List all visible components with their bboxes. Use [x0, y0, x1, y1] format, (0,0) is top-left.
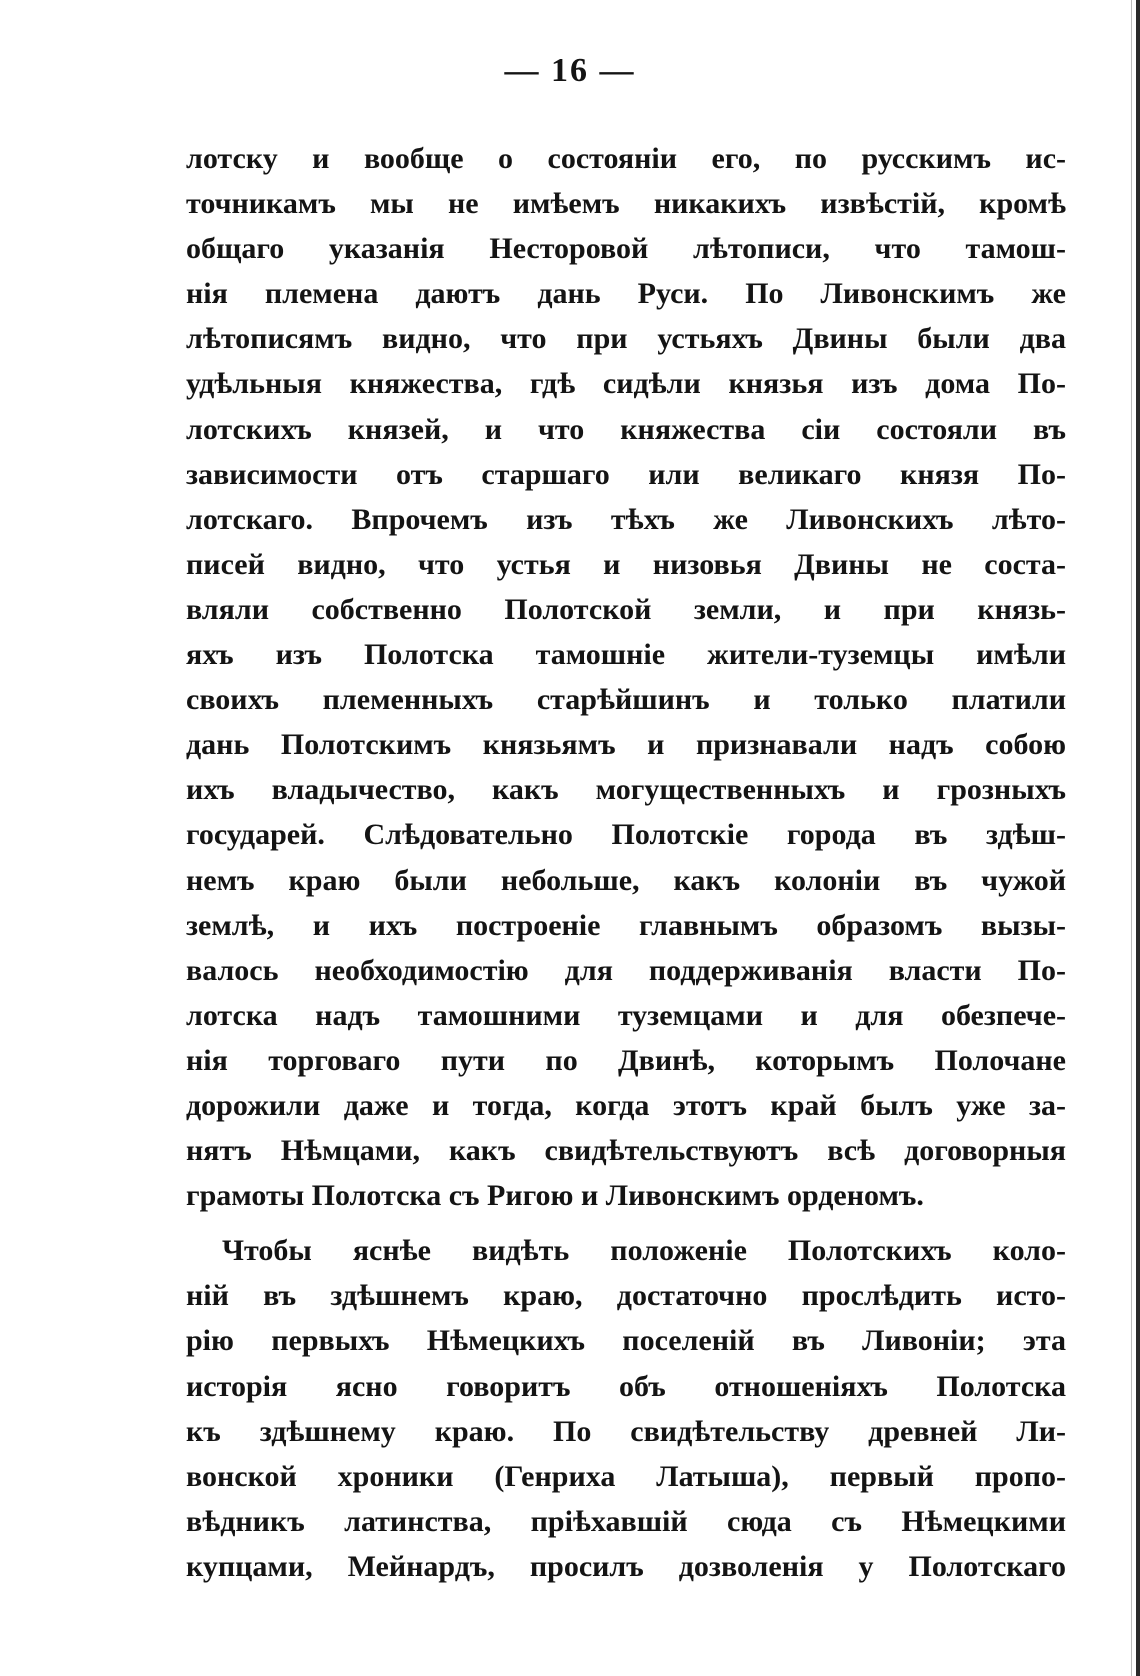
text-line: общаго указанія Несторовой лѣтописи, что тамош- [186, 232, 1066, 266]
text-line: лотскаго. Впрочемъ изъ тѣхъ же Ливонскихъ лѣто- [186, 502, 1066, 536]
page-edge [1136, 0, 1140, 1676]
text-line: немъ краю были небольше, какъ колоніи въ чужой [186, 863, 1066, 897]
paragraph-1 [186, 136, 1066, 1218]
text-line: лотску и вообще о состояніи его, по русскимъ ис- [186, 142, 1066, 175]
text-line: нятъ Нѣмцами, какъ свидѣтельствуютъ всѣ договорныя [186, 1134, 1066, 1168]
text-line: государей. Слѣдовательно Полотскіе города въ здѣш- [186, 818, 1066, 852]
text-line: къ здѣшнему краю. По свидѣтельству древней Ли- [186, 1414, 1066, 1448]
text-line: лотска надъ тамошними туземцами и для обезпече- [186, 998, 1066, 1032]
text-line: дорожили даже и тогда, когда этотъ край былъ уже за- [186, 1088, 1066, 1122]
text-line: своихъ племенныхъ старѣйшинъ и только платили [186, 683, 1066, 717]
text-line: купцами, Мейнардъ, просилъ дозволенія у Полотскаго [186, 1549, 1066, 1583]
text-line: нія племена даютъ дань Руси. По Ливонскимъ же [186, 277, 1066, 311]
text-line: землѣ, и ихъ построеніе главнымъ образомъ вызы- [186, 908, 1066, 942]
text-line: рію первыхъ Нѣмецкихъ поселеній въ Ливоніи; эта [186, 1324, 1066, 1358]
text-line: лотскихъ князей, и что княжества сіи состояли въ [186, 412, 1066, 446]
text-line: точникамъ мы не имѣемъ никакихъ извѣстій, кромѣ [186, 187, 1066, 221]
text-line: вонской хроники (Генриха Латыша), первый пропо- [186, 1459, 1066, 1493]
text-line: грамоты Полотска съ Ригою и Ливонскимъ орденомъ. [186, 1179, 924, 1213]
text-line: исторія ясно говоритъ объ отношеніяхъ Полотска [186, 1369, 1066, 1403]
text-line: Чтобы яснѣе видѣть положеніе Полотскихъ коло- [222, 1234, 1066, 1268]
text-line: писей видно, что устья и низовья Двины не соста- [186, 547, 1066, 581]
text-line: удѣльныя княжества, гдѣ сидѣли князья изъ дома По- [186, 367, 1066, 401]
text-line: вляли собственно Полотской земли, и при князь- [186, 592, 1066, 626]
page-edge-shadow [1131, 0, 1132, 1676]
text-line: зависимости отъ старшаго или великаго князя По- [186, 457, 1066, 491]
text-line: дань Полотскимъ князьямъ и признавали надъ собою [186, 728, 1066, 762]
text-line: ихъ владычество, какъ могущественныхъ и грозныхъ [186, 773, 1066, 807]
text-line: яхъ изъ Полотска тамошніе жители-туземцы имѣли [186, 638, 1066, 672]
page-number: — 16 — [504, 52, 636, 89]
text-line: нія торговаго пути по Двинѣ, которымъ Полочане [186, 1043, 1066, 1077]
text-line: лѣтописямъ видно, что при устьяхъ Двины были два [186, 322, 1066, 356]
text-line: ній въ здѣшнемъ краю, достаточно прослѣдить исто- [186, 1279, 1066, 1313]
body-text [186, 136, 1066, 1589]
paragraph-2 [186, 1228, 1066, 1589]
text-line: валось необходимостію для поддерживанія власти По- [186, 953, 1066, 987]
text-line: вѣдникъ латинства, пріѣхавшій сюда съ Нѣмецкими [186, 1504, 1066, 1538]
